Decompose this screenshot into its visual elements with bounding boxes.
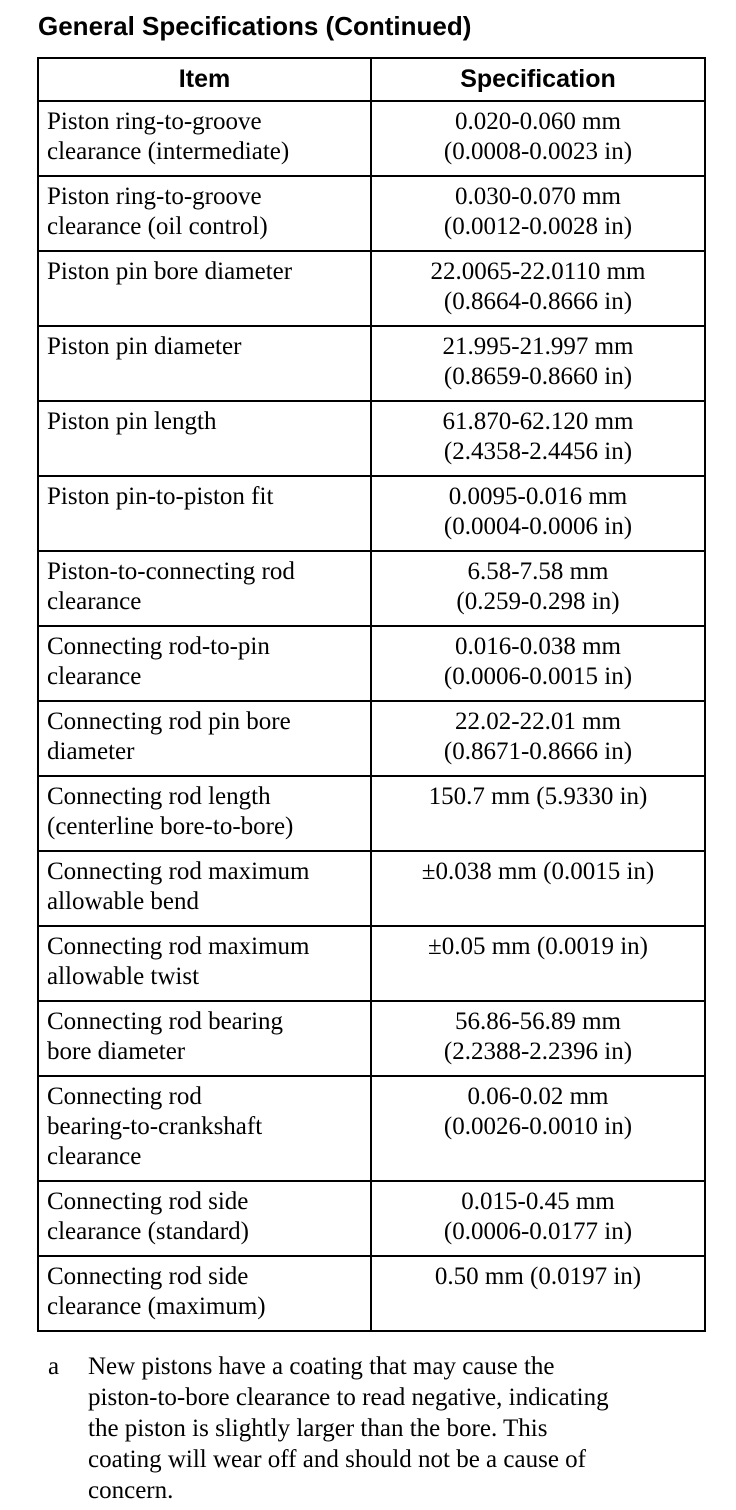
specification-text: 22.02-22.01 mm bbox=[455, 708, 621, 735]
item-cell bbox=[38, 101, 371, 176]
specification-text: (0.0006-0.0177 in) bbox=[443, 1218, 633, 1245]
specification-cell bbox=[371, 851, 705, 926]
item-cell bbox=[38, 551, 371, 626]
specification-cell bbox=[371, 476, 705, 551]
table-row bbox=[38, 851, 705, 926]
item-cell bbox=[38, 1001, 371, 1076]
specification-cell bbox=[371, 926, 705, 1001]
table-row bbox=[38, 776, 705, 851]
item-text: Connecting rod-to-pin bbox=[47, 633, 270, 660]
item-text: Connecting rod maximum bbox=[47, 858, 310, 885]
specification-cell bbox=[371, 101, 705, 176]
item-cell bbox=[38, 176, 371, 251]
specification-cell bbox=[371, 1001, 705, 1076]
item-text: Piston pin-to-piston fit bbox=[47, 483, 274, 510]
specification-cell bbox=[371, 1256, 705, 1331]
item-text: clearance (standard) bbox=[47, 1218, 249, 1245]
footnote-marker: a bbox=[48, 1353, 60, 1380]
item-text: Piston pin bore diameter bbox=[47, 258, 293, 285]
specification-text: (0.259-0.298 in) bbox=[456, 588, 620, 615]
item-text: (centerline bore-to-bore) bbox=[47, 813, 294, 840]
specification-text: 0.030-0.070 mm bbox=[455, 183, 621, 210]
item-cell bbox=[38, 326, 371, 401]
specification-cell bbox=[371, 251, 705, 326]
specification-text: ±0.038 mm (0.0015 in) bbox=[421, 858, 655, 885]
table-row bbox=[38, 176, 705, 251]
specification-text: 6.58-7.58 mm bbox=[467, 558, 609, 585]
specification-text: (0.0012-0.0028 in) bbox=[443, 213, 633, 240]
specification-text: (0.0006-0.0015 in) bbox=[443, 663, 633, 690]
footnote-text bbox=[88, 1351, 609, 1506]
specification-text: 0.016-0.038 mm bbox=[455, 633, 621, 660]
specification-text: (0.8664-0.8666 in) bbox=[443, 288, 633, 315]
item-text: Connecting rod pin bore bbox=[47, 708, 291, 735]
item-text: bore diameter bbox=[47, 1038, 186, 1065]
item-text: Piston ring-to-groove bbox=[47, 183, 262, 210]
table-row bbox=[38, 701, 705, 776]
specification-text: 150.7 mm (5.9330 in) bbox=[428, 783, 648, 810]
table-row bbox=[38, 926, 705, 1001]
item-cell bbox=[38, 401, 371, 476]
specification-text: 61.870-62.120 mm bbox=[442, 408, 634, 435]
page-title: General Specifications (Continued) bbox=[38, 11, 472, 41]
table-row bbox=[38, 326, 705, 401]
item-text: Piston-to-connecting rod bbox=[47, 558, 295, 585]
specification-text: 22.0065-22.0110 mm bbox=[430, 258, 646, 285]
item-cell bbox=[38, 776, 371, 851]
footnote-line: coating will wear off and should not be a cause of bbox=[88, 1446, 586, 1473]
item-text: clearance bbox=[47, 663, 142, 690]
specification-cell bbox=[371, 176, 705, 251]
column-header-item: Item bbox=[38, 58, 371, 101]
table-row bbox=[38, 626, 705, 701]
item-text: diameter bbox=[47, 738, 135, 765]
footnote-line: piston-to-bore clearance to read negative, indicating bbox=[88, 1384, 609, 1411]
specification-cell bbox=[371, 1181, 705, 1256]
item-text: allowable twist bbox=[47, 963, 200, 990]
item-text: Connecting rod bearing bbox=[47, 1008, 284, 1035]
specification-cell bbox=[371, 626, 705, 701]
item-text: Connecting rod side bbox=[47, 1263, 249, 1290]
specification-cell bbox=[371, 1076, 705, 1181]
item-text: Piston pin length bbox=[47, 408, 217, 435]
table-row bbox=[38, 1001, 705, 1076]
specification-text: (0.8659-0.8660 in) bbox=[443, 363, 633, 390]
specification-cell bbox=[371, 326, 705, 401]
item-text: Connecting rod length bbox=[47, 783, 271, 810]
specification-cell bbox=[371, 401, 705, 476]
item-text: clearance (intermediate) bbox=[47, 138, 290, 165]
item-text: clearance (maximum) bbox=[47, 1293, 266, 1320]
item-cell bbox=[38, 1181, 371, 1256]
table-row bbox=[38, 1256, 705, 1331]
specification-text: 0.50 mm (0.0197 in) bbox=[434, 1263, 642, 1290]
item-text: allowable bend bbox=[47, 888, 200, 915]
table-row bbox=[38, 476, 705, 551]
table-row bbox=[38, 1076, 705, 1181]
specification-text: 0.0095-0.016 mm bbox=[448, 483, 628, 510]
footnote-line: the piston is slightly larger than the bore. This bbox=[88, 1415, 548, 1442]
column-header-specification: Specification bbox=[371, 58, 705, 101]
item-text: clearance (oil control) bbox=[47, 213, 268, 240]
specification-text: (0.0004-0.0006 in) bbox=[443, 513, 633, 540]
table-row bbox=[38, 1181, 705, 1256]
specification-cell bbox=[371, 701, 705, 776]
specification-text: (0.0026-0.0010 in) bbox=[443, 1113, 633, 1140]
item-text: Piston ring-to-groove bbox=[47, 108, 262, 135]
item-cell bbox=[38, 701, 371, 776]
table-row bbox=[38, 551, 705, 626]
specification-text: ±0.05 mm (0.0019 in) bbox=[428, 933, 648, 960]
specification-text: (2.2388-2.2396 in) bbox=[443, 1038, 633, 1065]
specification-text: 21.995-21.997 mm bbox=[442, 333, 634, 360]
item-text: Piston pin diameter bbox=[47, 333, 242, 360]
table-row bbox=[38, 101, 705, 176]
item-text: Connecting rod maximum bbox=[47, 933, 310, 960]
specification-text: (0.0008-0.0023 in) bbox=[443, 138, 633, 165]
specification-cell bbox=[371, 551, 705, 626]
item-text: Connecting rod bbox=[47, 1083, 202, 1110]
specification-text: 0.015-0.45 mm bbox=[461, 1188, 615, 1215]
item-cell bbox=[38, 1076, 371, 1181]
specification-text: (2.4358-2.4456 in) bbox=[443, 438, 633, 465]
specification-cell bbox=[371, 776, 705, 851]
specification-text: 0.020-0.060 mm bbox=[455, 108, 621, 135]
table-row bbox=[38, 251, 705, 326]
item-cell bbox=[38, 926, 371, 1001]
item-text: clearance bbox=[47, 1143, 142, 1170]
item-cell bbox=[38, 851, 371, 926]
specification-text: 0.06-0.02 mm bbox=[467, 1083, 609, 1110]
specifications-table bbox=[37, 57, 706, 1332]
table-header-row bbox=[38, 58, 705, 101]
item-text: bearing-to-crankshaft bbox=[47, 1113, 263, 1140]
table-body bbox=[38, 101, 705, 1331]
item-cell bbox=[38, 1256, 371, 1331]
item-cell bbox=[38, 476, 371, 551]
table-row bbox=[38, 401, 705, 476]
item-cell bbox=[38, 626, 371, 701]
item-text: clearance bbox=[47, 588, 142, 615]
item-cell bbox=[38, 251, 371, 326]
item-text: Connecting rod side bbox=[47, 1188, 249, 1215]
specification-text: 56.86-56.89 mm bbox=[455, 1008, 621, 1035]
footnote-line: New pistons have a coating that may cause the bbox=[88, 1353, 555, 1380]
footnote-line: concern. bbox=[88, 1477, 174, 1504]
specification-text: (0.8671-0.8666 in) bbox=[443, 738, 633, 765]
